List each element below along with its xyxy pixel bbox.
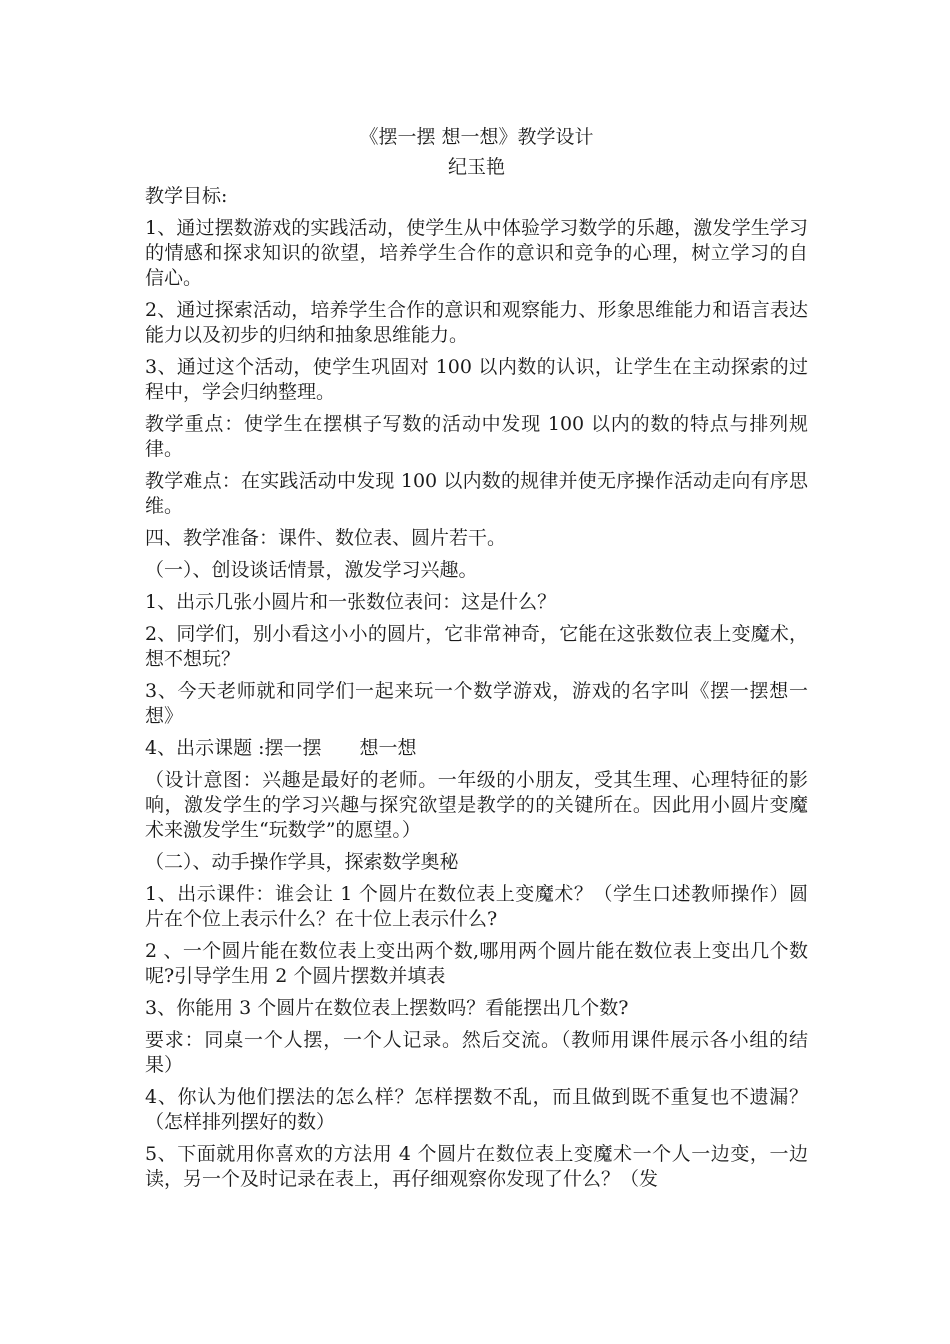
paragraph-preparation: 四、教学准备：课件、数位表、圆片若干。 [145,527,507,549]
paragraph-objective-2: 2、通过探索活动，培养学生合作的意识和观察能力、形象思维能力和语言表达能力以及初步的归纳和抽象思维能力。 [145,299,808,346]
paragraph-section-2-heading: （二）、动手操作学具，探索数学奥秘 [145,851,459,873]
paragraph-design-intent: （设计意图：兴趣是最好的老师。一年级的小朋友，受其生理、心理特征的影响，激发学生的学习兴趣与探究欲望是教学的的关键所在。因此用小圆片变魔术来激发学生“玩数学”的愿望。） [145,769,808,841]
paragraph-step-1-4: 4、出示课题 :摆一摆 想一想 [145,737,417,759]
paragraph-objective-1: 1、通过摆数游戏的实践活动，使学生从中体验学习数学的乐趣，激发学生学习的情感和探求知识的欲望，培养学生合作的意识和竞争的心理，树立学习的自信心。 [145,217,808,289]
paragraph-step-2-5: 5、下面就用你喜欢的方法用 4 个圆片在数位表上变魔术一个人一边变，一边读，另一个及时记录在表上，再仔细观察你发现了什么？（发 [145,1143,808,1190]
paragraph-requirement: 要求：同桌一个人摆，一个人记录。然后交流。（教师用课件展示各小组的结果） [145,1029,808,1076]
paragraph-step-2-2: 2 、一个圆片能在数位表上变出两个数,哪用两个圆片能在数位表上变出几个数呢?引导学生用 2 个圆片摆数并填表 [145,940,808,987]
paragraph-step-1-2: 2、同学们，别小看这小小的圆片，它非常神奇，它能在这张数位表上变魔术，想不想玩？ [145,623,808,670]
paragraph-step-1-3: 3、今天老师就和同学们一起来玩一个数学游戏，游戏的名字叫《摆一摆想一想》 [145,680,808,727]
paragraph-step-1-1: 1、出示几张小圆片和一张数位表问：这是什么？ [145,591,557,613]
paragraph-section-1-heading: （一）、创设谈话情景，激发学习兴趣。 [145,559,478,581]
paragraph-key-point: 教学重点：使学生在摆棋子写数的活动中发现 100 以内的数的特点与排列规律。 [145,413,808,460]
document-page [145,122,808,1199]
document-author: 纪玉艳 [447,156,505,178]
paragraph-step-2-3: 3、你能用 3 个圆片在数位表上摆数吗？看能摆出几个数? [145,997,629,1019]
paragraph-difficulty: 教学难点：在实践活动中发现 100 以内数的规律并使无序操作活动走向有序思维。 [145,470,808,517]
paragraph-objective-3: 3、通过这个活动，使学生巩固对 100 以内数的认识，让学生在主动探索的过程中，学会归纳整理。 [145,356,808,403]
document-title: 《摆一摆 想一想》教学设计 [359,126,594,148]
paragraph-objectives-heading: 教学目标: [145,185,228,207]
paragraph-step-2-4: 4、你认为他们摆法的怎么样？怎样摆数不乱，而且做到既不重复也不遗漏？（怎样排列摆好的数） [145,1086,808,1133]
paragraph-step-2-1: 1、出示课件：谁会让 1 个圆片在数位表上变魔术？（学生口述教师操作）圆片在个位上表示什么？在十位上表示什么? [145,883,808,930]
